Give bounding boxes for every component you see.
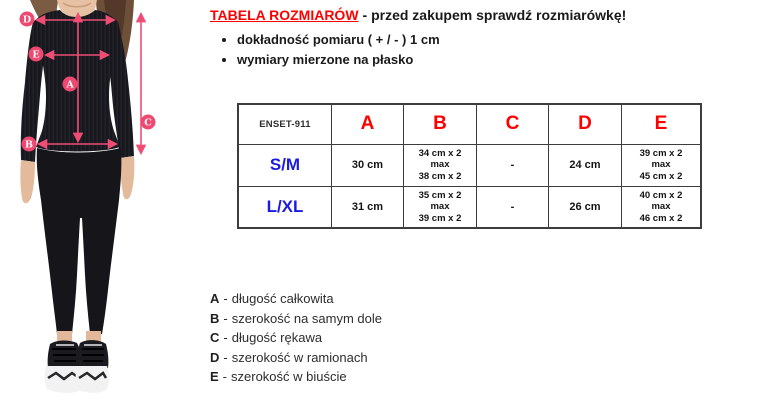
legend-item-a: A - długość całkowita — [210, 291, 334, 306]
measure-marker-a-label: A — [66, 79, 74, 91]
cell-lxl-c: - — [477, 186, 549, 228]
size-label-lxl: L/XL — [238, 186, 332, 228]
size-chart-header — [210, 6, 758, 70]
model-leggings — [37, 148, 122, 334]
model-sneakers — [45, 340, 109, 393]
measure-marker-b-label: B — [24, 139, 34, 151]
model-hand-right — [120, 156, 134, 199]
measurement-notes — [210, 30, 758, 70]
column-header-a: A — [332, 104, 404, 144]
column-header-e: E — [622, 104, 702, 144]
legend-item-b: B - szerokość na samym dole — [210, 310, 383, 326]
column-header-d: D — [549, 104, 622, 144]
cell-sm-a: 30 cm — [332, 144, 404, 186]
measure-marker-c-label: C — [144, 117, 152, 129]
measure-marker-e-label: E — [32, 49, 40, 61]
cell-sm-b: 34 cm x 2 max 38 cm x 2 — [404, 144, 477, 186]
cell-lxl-a: 31 cm — [332, 186, 404, 228]
size-label-sm: S/M — [238, 144, 332, 186]
page-title — [210, 6, 758, 25]
page-title-suffix: - przed zakupem sprawdź rozmiarówkę! — [362, 7, 627, 23]
table-row — [238, 144, 701, 186]
measure-marker-d-label: D — [22, 14, 32, 26]
measurement-note: • wymiary mierzone na płasko — [237, 50, 758, 70]
model-photo — [0, 0, 190, 414]
cell-sm-e: 39 cm x 2 max 45 cm x 2 — [622, 144, 702, 186]
model-hand-left — [20, 160, 35, 203]
product-code: ENSET-911 — [238, 104, 332, 144]
legend-item-e: E - szerokość w biuście — [210, 369, 347, 384]
column-header-b: B — [404, 104, 477, 144]
size-table-header-row — [238, 104, 701, 144]
page-title-main: TABELA ROZMIARÓW — [210, 7, 359, 23]
legend-item-c: C - długość rękawa — [210, 330, 323, 345]
cell-lxl-b: 35 cm x 2 max 39 cm x 2 — [404, 186, 477, 228]
cell-sm-c: - — [477, 144, 549, 186]
size-table — [237, 103, 702, 229]
cell-sm-d: 24 cm — [549, 144, 622, 186]
model-figure-svg — [0, 0, 190, 414]
measurement-note: • dokładność pomiaru ( + / - ) 1 cm — [237, 30, 758, 50]
table-row — [238, 186, 701, 228]
cell-lxl-d: 26 cm — [549, 186, 622, 228]
cell-lxl-e: 40 cm x 2 max 46 cm x 2 — [622, 186, 702, 228]
measurement-legend — [210, 289, 382, 387]
legend-item-d: D - szerokość w ramionach — [210, 349, 368, 365]
column-header-c: C — [477, 104, 549, 144]
